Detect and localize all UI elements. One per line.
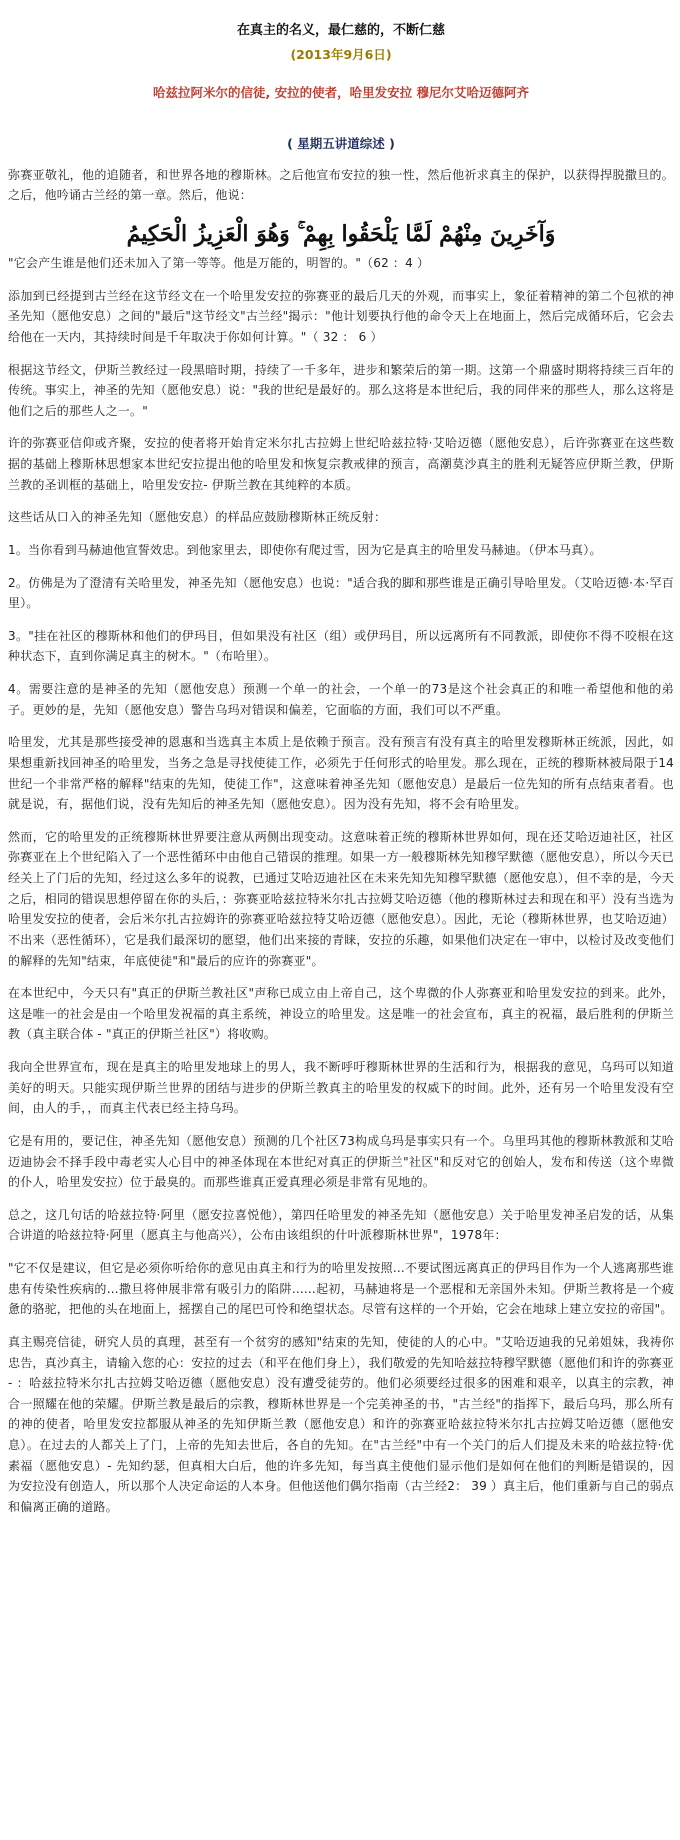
list-item: 1。当你看到马赫迪他宣誓效忠。到他家里去，即使你有爬过雪，因为它是真主的哈里发马赫迪。（伊本马真）。 xyxy=(8,542,602,557)
list-item: 3。"挂在社区的穆斯林和他们的伊玛目，但如果没有社区（组）或伊玛目，所以远离所有不同教派，即使你不得不咬根在这种状态下，直到你满足真主的树木。"（布哈里）。 xyxy=(8,628,674,664)
paragraph: 许的弥赛亚信仰或齐聚，安拉的使者将开始肯定米尔扎古拉姆上世纪哈兹拉特·艾哈迈德（愿他安息），后许弥赛亚在这些数据的基础上穆斯林思想家本世纪安拉提出他的哈里发和恢复宗教戒律的预言，高潮莫沙真主的胜利无疑答应伊斯兰教，伊斯兰教的圣训框的基础上，哈里发安拉- 伊斯兰教在其纯粹的本质。 xyxy=(8,436,674,492)
list-item: 4。需要注意的是神圣的先知（愿他安息）预测一个单一的社会，一个单一的73是这个社会真正的和唯一希望他和他的弟子。更妙的是，先知（愿他安息）警告乌玛对错误和偏差，它面临的方面，我们可以不严重。 xyxy=(8,682,674,717)
list-item: 2。仿佛是为了澄清有关哈里发，神圣先知（愿他安息）也说："适合我的脚和那些谁是正确引导哈里发。（艾哈迈德·本·罕百里）。 xyxy=(8,575,674,611)
paragraph: 它是有用的，要记住，神圣先知（愿他安息）预测的几个社区73构成乌玛是事实只有一个。乌里玛其他的穆斯林教派和艾哈迈迪协会不择手段中毒老实人心目中的神圣体现在本世纪对真正的伊斯兰"社区"和反对它的创始人，发布和传送（这个卑微的仆人，哈里发安拉）位于最臭的。而那些谁真正爱真理必须是非常有见地的。 xyxy=(8,1133,674,1190)
paragraph: 总之，这几句话的哈兹拉特·阿里（愿安拉喜悦他），第四任哈里发的神圣先知（愿他安息）关于哈里发神圣启发的话，从集合讲道的哈兹拉特·阿里（愿真主与他高兴），公布由该组织的什叶派穆斯林世界"，1978年： xyxy=(8,1207,674,1243)
verse-translation: "它会产生谁是他们还未加入了第一等等。他是万能的，明智的。"（62 ：4 ） xyxy=(8,256,430,271)
paragraph: 根据这节经文，伊斯兰教经过一段黑暗时期，持续了一千多年，进步和繁荣后的第一期。这第一个鼎盛时期将持续三百年的传统。事实上，神圣的先知（愿他安息）说："我的世纪是最好的。那么这将是本世纪后，我的同伴来的那些人，那么这将是他们之后的那些人之一。" xyxy=(8,362,674,418)
page-title: 在真主的名义，最仁慈的，不断仁慈 xyxy=(236,23,445,38)
paragraph: 我向全世界宣布，现在是真主的哈里发地球上的男人，我不断呼吁穆斯林世界的生活和行为，根据我的意见，乌玛可以知道美好的明天。只能实现伊斯兰世界的团结与进步的伊斯兰教真主的哈里发的权威下的时间。此外，还有另一个哈里发没有空间，由人的手，，而真主代表已经主持乌玛。 xyxy=(8,1060,674,1116)
paragraph: 添加到已经提到古兰经在这节经文在一个哈里发安拉的弥赛亚的最后几天的外观，而事实上，象征着精神的第二个包袱的神圣先知（愿他安息）之间的"最后"这节经文"古兰经"揭示："他计划要执行他的命令天上在地面上，然后完成循环后，它会去给他在一天内，其持续时间是千年取决于你如何计算。"（ 32 ： 6 ） xyxy=(8,288,674,344)
paragraph: 这些话从口入的神圣先知（愿他安息）的样品应鼓励穆斯林正统反射： xyxy=(8,510,387,525)
paragraph: 真主赐亮信徒，研究人员的真理，甚至有一个贫穷的感知"结束的先知，使徒的人的心中。"艾哈迈迪我的兄弟姐妹，我祷你忠告，真沙真主，请输入您的心：安拉的过去（和平在他们身上），我们敬爱的先知哈兹拉特穆罕默德（愿他们和许的弥赛亚 - ：哈兹拉特米尔扎古拉姆艾哈迈德（愿他安息）没有遭受徒劳的。他们必须要经过很多的困难和艰辛，以真主的宗教，神合一照耀在他的荣耀。伊斯兰教是最后的宗教，穆斯林世界是一个完美神圣的书，"古兰经"的指挥下，最后乌玛，那么所有的神的使者，哈里发安拉都服从神圣的先知伊斯兰教（愿他安息）和许的弥赛亚哈兹拉特米尔扎古拉姆艾哈迈德（愿他安息）。在过去的人都关上了门，上帝的先知去世后，各自的先知。在"古兰经"中有一个关门的后人们提及未来的哈兹拉特·优素福（愿他安息）- 先知约瑟，但真相大白后，他的许多先知，每当真主使他们显示他们是如何在他们的判断是错误的，因为安拉没有创造人，所以那个人决定命运的人本身。但他送他们偶尔指南（古兰经2： 39 ）真主后，他们重新与自己的弱点和偏离正确的道路。 xyxy=(8,1334,674,1514)
quote-paragraph: "它不仅是建议，但它是必须你听给你的意见由真主和行为的哈里发按照...不要试图远离真正的伊玛目作为一个人逃离那些谁患有传染性疾病的...撒旦将伸展非常有吸引力的陷阱......起初，马赫迪将是一个恶棍和无亲国外未知。伊斯兰教将是一个疲惫的骆驼，把他的头在地面上，摇摆自己的尾巴可怜和绝望状态。尽管有这样的一个开始，它会在地球上建立安拉的帝国"。 xyxy=(8,1261,674,1317)
sermon-date: (2013年9月6日) xyxy=(290,47,392,63)
paragraph-intro: 弥赛亚敬礼，他的追随者，和世界各地的穆斯林。之后他宣布安拉的独一性，然后他祈求真主的保护，以获得捍脱撒旦的。之后，他吟诵古兰经的第一章。然后，他说： xyxy=(8,167,674,203)
author-byline: 哈兹拉阿米尔的信徒, 安拉的使者，哈里发安拉 穆尼尔艾哈迈德阿齐 xyxy=(153,84,529,100)
paragraph: 然而，它的哈里发的正统穆斯林世界要注意从两侧出现变动。这意味着正统的穆斯林世界如何，现在还艾哈迈迪社区，社区弥赛亚在上个世纪陷入了一个恶性循环中由他自己错误的推理。如果一方一般穆斯林先知穆罕默德（愿他安息），所以今天已经关上了门后的先知，经过这么多年的说教，已通过艾哈迈迪社区在未来先知先知穆罕默德（愿他安息），但不幸的是，今天之后，相同的错误思想停留在你的头后，：弥赛亚哈兹拉特米尔扎古拉姆艾哈迈德（他的穆斯林过去和现在和平）没有当选为哈里发安拉的使者，会后米尔扎古拉姆许的弥赛亚哈兹拉特艾哈迈德（愿他安息）。因此，无论（穆斯林世界，也艾哈迈迪）不出来（恶性循环），它是我们最深切的愿望，他们出来接的青睐，安拉的乐趣，如果他们决定在一审中，以检讨及改变他们的解释的先知"结束，年底使徒"和"最后的应许的弥赛亚"。 xyxy=(8,829,674,968)
quran-verse-arabic: وَآخَرِينَ مِنْهُمْ لَمَّا يَلْحَقُوا بِهِمْ ۚ وَهُوَ الْعَزِيزُ الْحَكِيمُ xyxy=(126,221,556,248)
paragraph: 哈里发，尤其是那些接受神的恩惠和当选真主本质上是依赖于预言。没有预言有没有真主的哈里发穆斯林正统派，因此，如果想重新找回神圣的哈里发，当务之急是寻找使徒工作，必须先于任何形式的哈里发。那么现在，正统的穆斯林被局限于14世纪一个非常严格的解释"结束的先知，使徒工作"，这意味着神圣先知（愿他安息）是最后一位先知的所有点结束者看。也就是说，有，据他们说，没有先知后的神圣先知（愿他安息）。因为没有先知，将不会有哈里发。 xyxy=(8,735,674,812)
paragraph: 在本世纪中，今天只有"真正的伊斯兰教社区"声称已成立由上帝自己，这个卑微的仆人弥赛亚和哈里发安拉的到来。此外，这是唯一的社会是由一个哈里发祝福的真主系统，神设立的哈里发。这是唯一的社会宣布，真主的祝福，最后胜利的伊斯兰教（真主联合体 - "真正的伊斯兰社区"）将收购。 xyxy=(8,986,674,1042)
section-heading: ( 星期五讲道综述 ) xyxy=(287,136,395,152)
